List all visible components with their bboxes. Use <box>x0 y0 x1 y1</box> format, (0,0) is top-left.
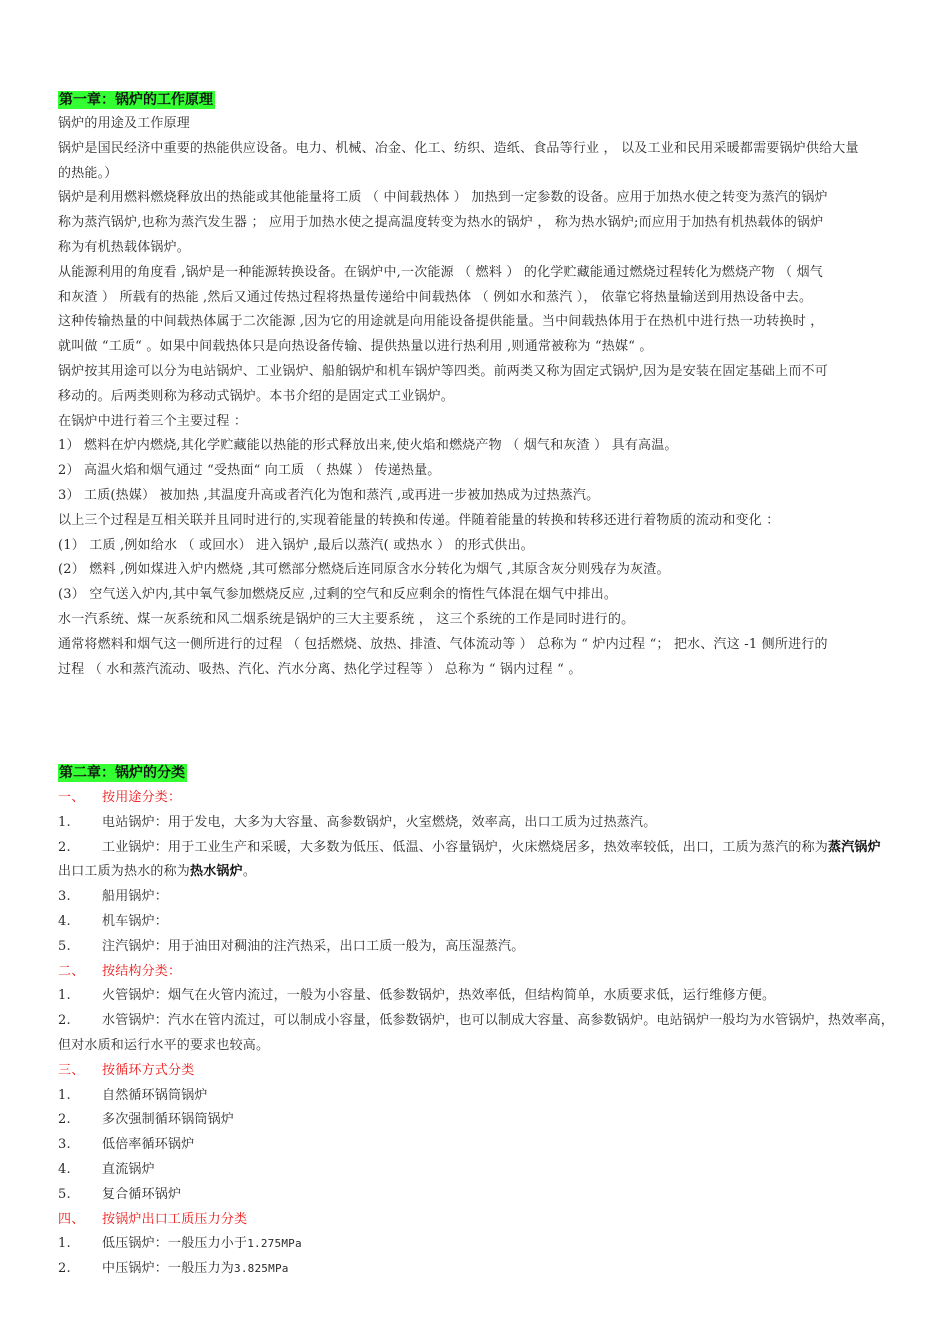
paragraph-line: 这种传输热量的中间载热体属于二次能源 ,因为它的用途就是向用能设备提供能量。当中间载热体用于在热机中进行热一功转换时 ， <box>58 314 824 330</box>
list-item <box>58 1257 894 1282</box>
section-heading <box>58 960 894 985</box>
item-text: 机车锅炉： <box>102 913 169 929</box>
section-heading <box>58 1208 894 1233</box>
item-number: 4. <box>58 913 71 929</box>
item-number: 1. <box>58 1087 71 1103</box>
section-number: 四、 <box>58 1211 85 1227</box>
section-heading <box>58 786 894 811</box>
paragraph-line: 锅炉的用途及工作原理 <box>58 116 191 131</box>
list-item <box>58 1158 894 1183</box>
item-number: 1. <box>58 1236 71 1252</box>
item-number: 3. <box>58 889 71 905</box>
item-number: 2. <box>58 1261 71 1277</box>
paragraph-line: 以上三个过程是互相关联并且同时进行的,实现着能量的转换和传递。伴随着能量的转换和转移还进行着物质的流动和变化 ： <box>58 512 780 528</box>
item-text: 注汽锅炉：用于油田对稠油的注汽热采，出口工质一般为，高压湿蒸汽。 <box>102 938 525 954</box>
list-item-continuation <box>58 860 894 885</box>
item-text: 出口工质为热水的称为 <box>58 864 191 880</box>
item-keyword: 蒸汽锅炉 <box>828 839 881 855</box>
list-item <box>58 1232 894 1257</box>
item-keyword: 热水锅炉 <box>190 864 243 880</box>
chapter-2-title: 第二章：锅炉的分类 <box>59 765 185 781</box>
paragraph-line: 锅炉是利用燃料燃烧释放出的热能或其他能量将工质 （ 中间载热体 ） 加热到一定参数的设备。应用于加热水使之转变为蒸汽的锅炉 <box>58 190 828 206</box>
paragraph-line: 和灰渣 ） 所载有的热能 ,然后又通过传热过程将热量传递给中间载热体 （ 例如水和蒸汽 ）， 依靠它将热量输送到用热设备中去。 <box>58 289 813 305</box>
paragraph-line: 称为蒸汽锅炉,也称为蒸汽发生器 ； 应用于加热水使之提高温度转变为热水的锅炉 ， 称为热水锅炉;而应用于加热有机热载体的锅炉 <box>58 215 824 231</box>
chapter-1-heading <box>58 89 215 109</box>
pressure-value: 1.275MPa <box>247 1237 302 1251</box>
item-text: 火管锅炉：烟气在火管内流过，一般为小容量、低参数锅炉，热效率低，但结构简单，水质要求低，运行维修方便。 <box>102 988 776 1004</box>
chapter-1-body <box>58 112 859 682</box>
section-number: 一、 <box>58 790 85 805</box>
list-item <box>58 811 894 836</box>
paragraph-line: (3） 空气送入炉内,其中氧气参加燃烧反应 ,过剩的空气和反应剩余的惰性气体混在烟气中排出。 <box>58 587 618 603</box>
paragraph-line: 水一汽系统、煤一灰系统和风二烟系统是锅炉的三大主要系统 ， 这三个系统的工作是同时进行的。 <box>58 611 635 627</box>
section-heading <box>58 1059 894 1084</box>
list-item <box>58 1183 894 1208</box>
paragraph-line: 通常将燃料和烟气这一侧所进行的过程 （ 包括燃烧、放热、排渣、气体流动等 ） 总称为 “ 炉内过程 “； 把水、汽这 -1 侧所进行的 <box>58 636 828 652</box>
list-item <box>58 984 894 1009</box>
paragraph-line: 锅炉按其用途可以分为电站锅炉、工业锅炉、船舶锅炉和机车锅炉等四类。前两类又称为固定式锅炉,因为是安装在固定基础上而不可 <box>58 363 828 379</box>
list-item <box>58 910 894 935</box>
item-number: 1. <box>58 814 71 830</box>
item-number: 2. <box>58 839 71 855</box>
list-item <box>58 836 894 861</box>
paragraph-line: 2） 高温火焰和烟气通过 “受热面“ 向工质 （ 热媒 ） 传递热量。 <box>58 463 441 479</box>
list-item <box>58 1009 894 1034</box>
list-item-continuation <box>58 1034 894 1059</box>
item-number: 3. <box>58 1137 71 1153</box>
paragraph-line: 锅炉是国民经济中重要的热能供应设备。电力、机械、冶金、化工、纺织、造纸、食品等行业 ， 以及工业和民用采暖都需要锅炉供给大量 <box>58 140 859 156</box>
item-text: 但对水质和运行水平的要求也较高。 <box>58 1037 270 1053</box>
paragraph-line: 就叫做 “工质“ 。如果中间载热体只是向热设备传输、提供热量以进行热利用 ,则通常被称为 “热媒“ 。 <box>58 339 653 355</box>
section-number: 三、 <box>58 1062 85 1078</box>
chapter-2-body <box>58 786 894 1282</box>
item-text: 中压锅炉：一般压力为 <box>102 1261 235 1277</box>
item-text: 复合循环锅炉 <box>102 1186 182 1202</box>
section-title: 按锅炉出口工质压力分类 <box>102 1211 248 1227</box>
paragraph-line: (2） 燃料 ,例如煤进入炉内燃烧 ,其可燃部分燃烧后连同原含水分转化为烟气 ,其原含灰分则残存为灰渣。 <box>58 562 670 578</box>
list-item <box>58 1084 894 1109</box>
item-text: 船用锅炉： <box>102 889 169 905</box>
item-number: 5. <box>58 1186 71 1202</box>
item-number: 2. <box>58 1112 71 1128</box>
paragraph-line: 在锅炉中进行着三个主要过程 ： <box>58 413 248 429</box>
item-text: 直流锅炉 <box>102 1161 155 1177</box>
item-text: 电站锅炉：用于发电，大多为大容量、高参数锅炉，火室燃烧，效率高，出口工质为过热蒸汽。 <box>102 814 657 830</box>
list-item <box>58 885 894 910</box>
item-text: 水管锅炉：汽水在管内流过，可以制成小容量，低参数锅炉，也可以制成大容量、高参数锅炉。电站锅炉一般均为水管锅炉，热效率高， <box>102 1013 895 1029</box>
item-text-tail: 。 <box>242 864 257 880</box>
item-text: 低倍率循环锅炉 <box>102 1137 195 1153</box>
paragraph-line: 3） 工质(热媒） 被加热 ,其温度升高或者汽化为饱和蒸汽 ,或再进一步被加热成为过热蒸汽。 <box>58 487 600 503</box>
list-item <box>58 935 894 960</box>
paragraph-line: 过程 （ 水和蒸汽流动、吸热、汽化、汽水分离、热化学过程等 ） 总称为 “ 锅内过程 “ 。 <box>58 661 582 677</box>
paragraph-line: 的热能。） <box>58 165 118 181</box>
item-text: 多次强制循环锅筒锅炉 <box>102 1112 235 1128</box>
item-number: 1. <box>58 988 71 1004</box>
item-text: 低压锅炉：一般压力小于 <box>102 1236 248 1252</box>
pressure-value: 3.825MPa <box>234 1262 289 1276</box>
section-number: 二、 <box>58 963 85 979</box>
item-number: 4. <box>58 1161 71 1177</box>
paragraph-line: 称为有机热载体锅炉。 <box>58 239 191 255</box>
item-text: 工业锅炉：用于工业生产和采暖，大多数为低压、低温、小容量锅炉，火床燃烧居多，热效率较低，出口，工质为蒸汽的称为 <box>102 839 829 855</box>
section-title: 按结构分类： <box>102 963 182 979</box>
paragraph-line: 移动的。后两类则称为移动式锅炉。本书介绍的是固定式工业锅炉。 <box>58 388 455 404</box>
item-number: 5. <box>58 938 71 954</box>
paragraph-line: 从能源利用的角度看 ,锅炉是一种能源转换设备。在锅炉中,一次能源 （ 燃料 ） 的化学贮藏能通过燃烧过程转化为燃烧产物 （ 烟气 <box>58 264 823 280</box>
section-title: 按循环方式分类 <box>102 1062 195 1078</box>
item-number: 2. <box>58 1013 71 1029</box>
chapter-1-title: 第一章：锅炉的工作原理 <box>59 92 213 108</box>
paragraph-line: (1） 工质 ,例如给水 （ 或回水） 进入锅炉 ,最后以蒸汽( 或热水 ） 的形式供出。 <box>58 537 534 553</box>
list-item <box>58 1133 894 1158</box>
chapter-2-heading <box>58 762 187 782</box>
item-text: 自然循环锅筒锅炉 <box>102 1087 208 1103</box>
section-title: 按用途分类： <box>102 790 182 805</box>
list-item <box>58 1108 894 1133</box>
paragraph-line: 1） 燃料在炉内燃烧,其化学贮藏能以热能的形式释放出来,使火焰和燃烧产物 （ 烟气和灰渣 ） 具有高温。 <box>58 438 678 454</box>
